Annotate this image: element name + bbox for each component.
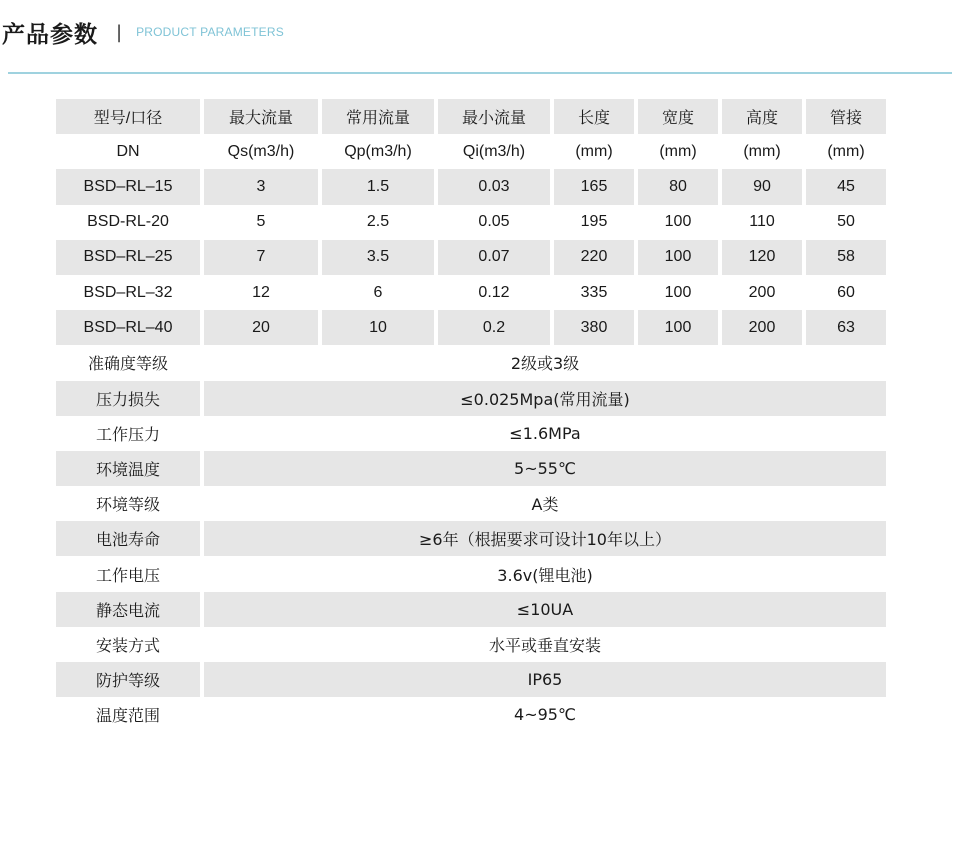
table-cell: 60: [837, 283, 855, 301]
spec-value: 水平或垂直安装: [488, 635, 601, 655]
spec-label: 工作压力: [95, 424, 160, 444]
table-cell: 10: [322, 310, 434, 345]
page-header: [0, 14, 284, 50]
spec-row: [56, 345, 886, 380]
table-cell: 2.5: [366, 213, 390, 231]
table-cell: 3: [204, 169, 318, 204]
table-cell: BSD–RL–32: [83, 283, 173, 301]
table-cell: 0.03: [438, 169, 550, 204]
table-cell: 100: [638, 240, 718, 275]
table-cell: 100: [638, 310, 718, 345]
table-cell: 常用流量: [322, 99, 434, 134]
table-cell: Qi(m3/h): [462, 142, 526, 160]
spec-label: 静态电流: [56, 592, 200, 627]
table-cell: 3.5: [322, 240, 434, 275]
table-cell: 20: [204, 310, 318, 345]
table-cell: 200: [748, 283, 776, 301]
spec-value: A类: [531, 495, 559, 515]
spec-value: ≤0.025Mpa(常用流量): [204, 381, 886, 416]
table-unit-row: [56, 134, 886, 169]
table-cell: 90: [722, 169, 802, 204]
spec-value: 5~55℃: [204, 451, 886, 486]
spec-label: 压力损失: [56, 381, 200, 416]
spec-value: 2级或3级: [510, 354, 580, 374]
spec-row: [56, 662, 886, 697]
table-cell: 58: [806, 240, 886, 275]
table-cell: 220: [554, 240, 634, 275]
table-cell: 型号/口径: [56, 99, 200, 134]
spec-label: 电池寿命: [56, 521, 200, 556]
table-cell: 165: [554, 169, 634, 204]
table-cell: Qs(m3/h): [227, 142, 295, 160]
table-row: [56, 275, 886, 310]
spec-label: 环境温度: [56, 451, 200, 486]
table-cell: 200: [722, 310, 802, 345]
spec-value: ≥6年（根据要求可设计10年以上）: [204, 521, 886, 556]
page-title: 产品参数: [2, 21, 98, 48]
table-cell: 100: [664, 213, 692, 231]
table-cell: BSD–RL–15: [56, 169, 200, 204]
header-divider: [8, 72, 952, 74]
parameters-table: [52, 99, 890, 732]
spec-value: ≤1.6MPa: [509, 423, 581, 443]
table-cell: 管接: [806, 99, 886, 134]
spec-row: [56, 451, 886, 486]
spec-label: 防护等级: [56, 662, 200, 697]
table-row: [56, 310, 886, 345]
table-cell: 长度: [554, 99, 634, 134]
spec-label: 安装方式: [95, 635, 160, 655]
spec-row: [56, 697, 886, 732]
page-subtitle: PRODUCT PARAMETERS: [136, 25, 284, 39]
table-cell: 最小流量: [438, 99, 550, 134]
spec-value: 3.6v(锂电池): [497, 565, 593, 585]
table-cell: 0.2: [438, 310, 550, 345]
table-row: [56, 205, 886, 240]
table-cell: 0.05: [478, 213, 510, 231]
table-cell: 0.07: [438, 240, 550, 275]
table-cell: 120: [722, 240, 802, 275]
table-cell: (mm): [659, 142, 697, 160]
table-cell: 最大流量: [204, 99, 318, 134]
table-cell: BSD-RL-20: [87, 213, 169, 231]
table-cell: 7: [204, 240, 318, 275]
spec-label: 工作电压: [95, 565, 160, 585]
table-cell: 高度: [722, 99, 802, 134]
table-cell: 1.5: [322, 169, 434, 204]
spec-row: [56, 592, 886, 627]
table-cell: 5: [256, 213, 266, 231]
spec-row: [56, 416, 886, 451]
spec-value: IP65: [204, 662, 886, 697]
table-cell: BSD–RL–25: [56, 240, 200, 275]
table-cell: 380: [554, 310, 634, 345]
table-row: [56, 169, 886, 204]
table-cell: BSD–RL–40: [56, 310, 200, 345]
table-cell: Qp(m3/h): [344, 142, 412, 160]
spec-row: [56, 381, 886, 416]
spec-label: 环境等级: [95, 495, 160, 515]
table-cell: 335: [580, 283, 608, 301]
table-cell: 6: [373, 283, 383, 301]
table-cell: 0.12: [478, 283, 510, 301]
table-cell: DN: [116, 142, 140, 160]
table-cell: 50: [837, 213, 855, 231]
spec-row: [56, 486, 886, 521]
table-cell: 110: [749, 213, 775, 231]
table-cell: 100: [664, 283, 692, 301]
table-cell: 12: [252, 283, 270, 301]
table-cell: 80: [638, 169, 718, 204]
table-cell: 宽度: [638, 99, 718, 134]
spec-value: 4~95℃: [514, 705, 576, 725]
spec-row: [56, 556, 886, 591]
table-cell: 45: [806, 169, 886, 204]
table-cell: (mm): [575, 142, 613, 160]
spec-row: [56, 521, 886, 556]
table-header-row: [56, 99, 886, 134]
table-row: [56, 240, 886, 275]
title-separator: |: [116, 21, 123, 43]
table-cell: 63: [806, 310, 886, 345]
spec-value: ≤10UA: [204, 592, 886, 627]
table-cell: 195: [580, 213, 608, 231]
spec-row: [56, 627, 886, 662]
spec-label: 准确度等级: [87, 354, 168, 374]
table-cell: (mm): [743, 142, 781, 160]
table-cell: (mm): [827, 142, 865, 160]
spec-label: 温度范围: [95, 706, 160, 726]
